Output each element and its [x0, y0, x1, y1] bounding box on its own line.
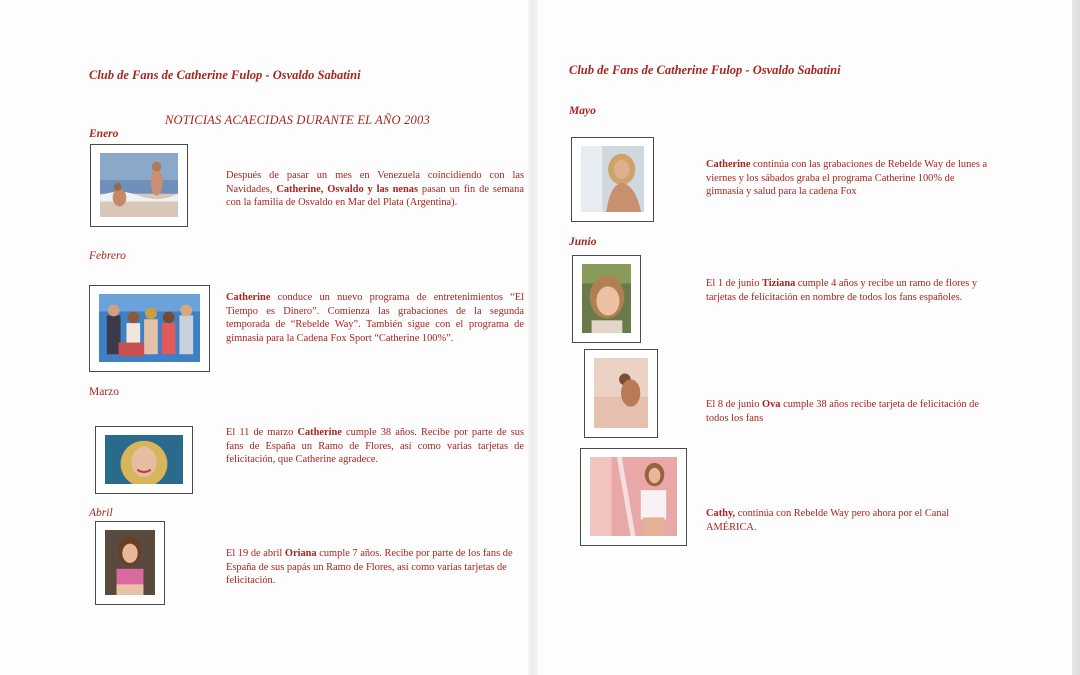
- photo-frame: [572, 255, 641, 343]
- photo-frame: [580, 448, 687, 546]
- photo-catherine-beach: [581, 146, 644, 212]
- text-run: cumple 4 años y recibe un ramo de flores y tarjetas de felicitación en nombre de todos los fans españoles.: [706, 278, 978, 303]
- text-run: cumple 7 años. Recibe por parte de los fans de España de sus papás un Ramo de Flores, así como varias tarjetas de felicitación.: [226, 548, 513, 587]
- news-text-mayo: [706, 158, 992, 199]
- photo-frame: [95, 426, 193, 494]
- bold-name: Oriana: [284, 548, 317, 559]
- month-heading-abril: Abril: [89, 507, 113, 519]
- news-text-abril: [226, 547, 516, 588]
- text-run: continúa con las grabaciones de Rebelde Way de lunes a viernes y los sábados graba el programa Catherine 100% de gimnasia y salud para la cadena Fox: [706, 159, 988, 198]
- page-edge: [1072, 0, 1080, 675]
- photo-frame: [90, 144, 188, 227]
- news-text-marzo: [226, 426, 524, 467]
- photo-catherine-portrait: [105, 435, 183, 484]
- text-run: pasan un fin de semana con la familia de Osvaldo en Mar del Plata (Argentina).: [226, 183, 524, 209]
- photo-frame: [89, 285, 210, 372]
- news-text-junio-ova: [706, 398, 992, 425]
- photo-tv-show-group: [99, 294, 200, 362]
- text-run: continúa con Rebelde Way pero ahora por el Canal AMÉRICA.: [706, 508, 950, 533]
- photo-frame: [95, 521, 165, 605]
- text-run: El 1 de junio: [706, 278, 762, 289]
- left-page-header: Club de Fans de Catherine Fulop - Osvaldo Sabatini: [89, 68, 361, 82]
- photo-frame: [584, 349, 658, 438]
- right-page-header: Club de Fans de Catherine Fulop - Osvaldo Sabatini: [569, 63, 841, 77]
- news-text-junio-tiziana: [706, 277, 992, 304]
- month-heading-mayo: Mayo: [569, 105, 596, 117]
- bold-name: Catherine: [226, 292, 271, 303]
- photo-oriana: [105, 530, 155, 595]
- month-heading-junio: Junio: [569, 236, 597, 248]
- page-title: NOTICIAS ACAECIDAS DURANTE EL AÑO 2003: [165, 113, 430, 127]
- month-heading-enero: Enero: [89, 128, 119, 140]
- bold-name: Catherine: [706, 159, 751, 170]
- text-run: cumple 38 años recibe tarjeta de felicitación de todos los fans: [706, 399, 979, 424]
- photo-frame: [571, 137, 654, 222]
- bold-name: Catherine, Osvaldo y las nenas: [276, 183, 419, 195]
- bold-name: Tiziana: [762, 278, 796, 289]
- photo-cathy-swimsuit: [590, 457, 677, 536]
- text-run: cumple 38 años. Recibe por parte de sus fans de España un Ramo de Flores, así como varias tarjetas de felicitación, que Catherine agradece.: [226, 427, 524, 466]
- photo-beach-family: [100, 153, 178, 217]
- text-run: El 11 de marzo: [226, 427, 298, 438]
- month-heading-marzo: Marzo: [89, 386, 120, 398]
- bold-name: Catherine: [297, 427, 342, 438]
- bold-name: Cathy,: [706, 508, 736, 519]
- text-run: conduce un nuevo programa de entretenimientos “El Tiempo es Dinero”. Comienza las grabaciones de la segunda temporada de “Rebelde Way”. También sigue con el programa de gimnasia para la Cadena Fox Sport “Catherine 100%”.: [226, 292, 524, 344]
- news-text-febrero: [226, 291, 524, 345]
- photo-osvaldo: [594, 358, 648, 428]
- text-run: El 8 de junio: [706, 399, 762, 410]
- month-heading-febrero: Febrero: [89, 250, 126, 262]
- text-run: El 19 de abril: [226, 548, 285, 559]
- photo-tiziana: [582, 264, 631, 333]
- page-gutter: [528, 0, 538, 675]
- bold-name: Ova: [762, 399, 781, 410]
- text-run: Después de pasar un mes en Venezuela coincidiendo con las Navidades,: [226, 170, 524, 195]
- news-text-junio-cathy: [706, 507, 992, 534]
- news-text-enero: [226, 169, 524, 210]
